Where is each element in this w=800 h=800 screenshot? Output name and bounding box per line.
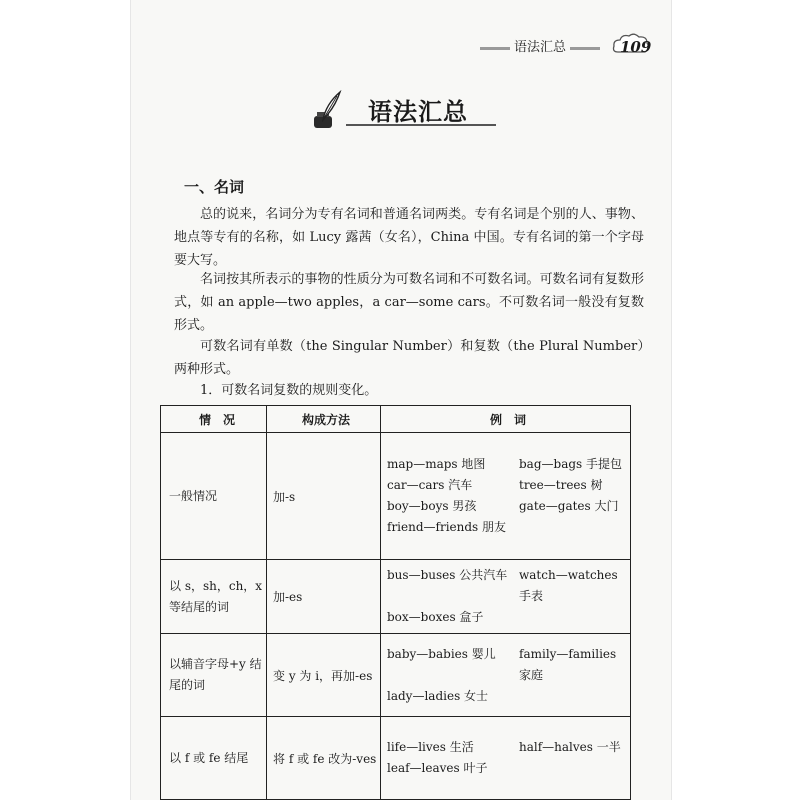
column-header-examples: 例 词 bbox=[381, 406, 631, 433]
quill-inkwell-icon bbox=[306, 90, 346, 132]
table-row bbox=[161, 433, 631, 560]
column-header-situation: 情 况 bbox=[161, 406, 267, 433]
situation-cell: 以辅音字母+y 结尾的词 bbox=[161, 634, 267, 717]
situation-cell: 一般情况 bbox=[161, 433, 267, 560]
example-word: baby—babies 婴儿 bbox=[387, 646, 496, 661]
paragraph-2: 名词按其所表示的事物的性质分为可数名词和不可数名词。可数名词有复数形式，如 an apple—two apples，a car—some cars。不可数名词一般没有复数形式。 bbox=[174, 272, 644, 333]
example-word: life—lives 生活 bbox=[387, 740, 474, 754]
example-word: lady—ladies 女士 bbox=[387, 688, 489, 703]
table-row bbox=[161, 717, 631, 800]
paragraph-1: 总的说来，名词分为专有名词和普通名词两类。专有名词是个别的人、事物、地点等专有的名称，如 Lucy 露茜（女名），China 中国。专有名词的第一个字母要大写。 bbox=[174, 207, 644, 268]
situation-cell: 以 f 或 fe 结尾 bbox=[161, 717, 267, 800]
example-word: bag—bags 手提包 bbox=[519, 457, 623, 471]
examples-cell bbox=[381, 560, 631, 634]
example-word: friend—friends 朋友 bbox=[387, 520, 507, 534]
rule-heading: 1．可数名词复数的规则变化。 bbox=[200, 383, 378, 398]
chapter-heading bbox=[306, 90, 496, 132]
example-word: tree—trees 树 bbox=[519, 478, 603, 492]
example-word: boy—boys 男孩 bbox=[387, 499, 477, 513]
example-word: leaf—leaves 叶子 bbox=[387, 761, 488, 775]
example-word: half—halves 一半 bbox=[519, 740, 621, 754]
running-title: 语法汇总 bbox=[510, 36, 570, 55]
examples-cell bbox=[381, 717, 631, 800]
table-row bbox=[161, 560, 631, 634]
running-header bbox=[480, 36, 652, 60]
example-word: gate—gates 大门 bbox=[519, 499, 619, 513]
page-title: 语法汇总 bbox=[368, 98, 468, 126]
method-cell: 将 f 或 fe 改为-ves bbox=[267, 717, 381, 800]
examples-cell bbox=[381, 634, 631, 717]
table-header-row bbox=[161, 406, 631, 433]
page-number: 109 bbox=[620, 38, 652, 56]
section-title: 一、名词 bbox=[184, 178, 245, 196]
column-header-method: 构成方法 bbox=[267, 406, 381, 433]
paragraph-3: 可数名词有单数（the Singular Number）和复数（the Plural Number）两种形式。 bbox=[174, 339, 644, 377]
example-word: map—maps 地图 bbox=[387, 457, 486, 471]
plural-rules-table bbox=[160, 405, 631, 800]
example-word: car—cars 汽车 bbox=[387, 478, 473, 492]
table-row bbox=[161, 634, 631, 717]
method-cell: 加-s bbox=[267, 433, 381, 560]
method-cell: 加-es bbox=[267, 560, 381, 634]
example-word: family—families 家庭 bbox=[519, 646, 617, 682]
example-word: bus—buses 公共汽车 bbox=[387, 568, 508, 582]
example-word: box—boxes 盒子 bbox=[387, 610, 484, 624]
example-word: watch—watches 手表 bbox=[519, 568, 618, 603]
method-cell: 变 y 为 i，再加-es bbox=[267, 634, 381, 717]
situation-cell: 以 s，sh，ch，x 等结尾的词 bbox=[161, 560, 267, 634]
examples-cell bbox=[381, 433, 631, 560]
